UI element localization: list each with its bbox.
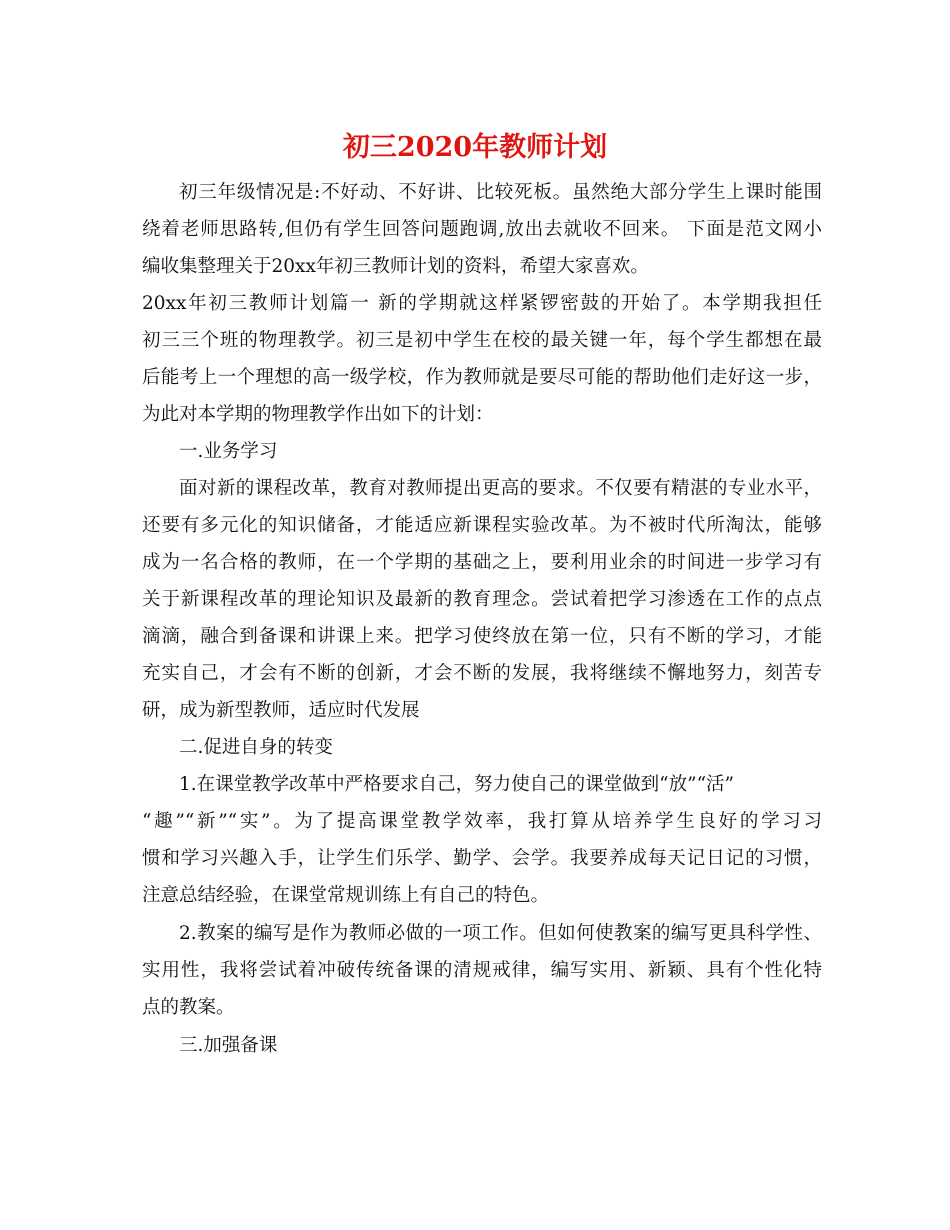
- paragraph-line: 面对新的课程改革，教育对教师提出更高的要求。不仅要有精湛的专业水平，: [179, 478, 822, 499]
- paragraph-line: 实用性，我将尝试着冲破传统备课的清规戒律，编写实用、新颖、具有个性化特: [142, 960, 822, 981]
- paragraph-line: “趣”“新”“实”。为了提高课堂教学效率，我打算从培养学生良好的学习习: [142, 811, 822, 832]
- paragraph-line: 惯和学习兴趣入手，让学生们乐学、勤学、会学。我要养成每天记日记的习惯，: [142, 848, 822, 869]
- paragraph-line: 关于新课程改革的理论知识及最新的教育理念。尝试着把学习渗透在工作的点点: [142, 589, 822, 610]
- paragraph-line: 滴滴，融合到备课和讲课上来。把学习使终放在第一位，只有不断的学习，才能: [142, 626, 822, 647]
- paragraph-line: 点的教案。: [142, 997, 235, 1018]
- paragraph-line: 还要有多元化的知识储备，才能适应新课程实验改革。为不被时代所淘汰，能够: [142, 515, 822, 536]
- paragraph-line: 20xx年初三教师计划篇一 新的学期就这样紧锣密鼓的开始了。本学期我担任: [142, 293, 822, 314]
- document-title: 初三2020年教师计划: [342, 132, 608, 163]
- paragraph-line: 成为一名合格的教师，在一个学期的基础之上，要利用业余的时间进一步学习有: [142, 552, 822, 573]
- section-heading: 一.业务学习: [179, 441, 278, 462]
- section-heading: 二.促进自身的转变: [179, 737, 333, 758]
- paragraph-line: 注意总结经验，在课堂常规训练上有自己的特色。: [142, 885, 550, 906]
- section-heading: 三.加强备课: [179, 1035, 278, 1056]
- paragraph-line: 初三三个班的物理教学。初三是初中学生在校的最关键一年，每个学生都想在最: [142, 330, 822, 351]
- paragraph-line: 后能考上一个理想的高一级学校，作为教师就是要尽可能的帮助他们走好这一步，: [142, 367, 822, 388]
- paragraph-line: 充实自己，才会有不断的创新，才会不断的发展，我将继续不懈地努力，刻苦专: [142, 663, 822, 684]
- document-body: [142, 174, 822, 1064]
- paragraph-line: 编收集整理关于20xx年初三教师计划的资料，希望大家喜欢。: [142, 256, 649, 277]
- paragraph-line: 初三年级情况是:不好动、不好讲、比较死板。虽然绝大部分学生上课时能围: [179, 182, 822, 203]
- paragraph-line: 2.教案的编写是作为教师必做的一项工作。但如何使教案的编写更具科学性、: [179, 923, 822, 944]
- paragraph-line: 为此对本学期的物理教学作出如下的计划：: [142, 404, 494, 425]
- paragraph-line: 研，成为新型教师，适应时代发展: [142, 700, 420, 721]
- paragraph-line: 绕着老师思路转,但仍有学生回答问题跑调,放出去就收不回来。 下面是范文网小: [142, 219, 822, 240]
- paragraph-line: 1.在课堂教学改革中严格要求自己，努力使自己的课堂做到“放”“活”: [179, 774, 734, 795]
